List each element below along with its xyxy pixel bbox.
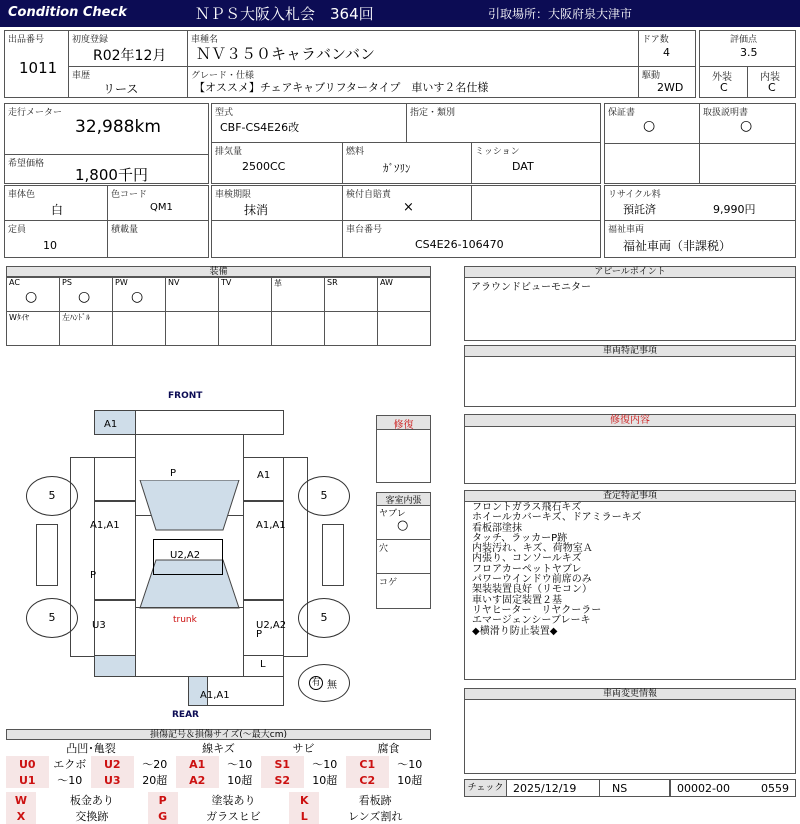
- damage-legend: [6, 729, 431, 824]
- change-box: [464, 688, 796, 774]
- equipment-cell: [377, 311, 431, 346]
- fuel-cell: [342, 142, 472, 184]
- fuel-value: ｶﾞｿﾘﾝ: [383, 162, 411, 175]
- warranty-mark: ○: [643, 118, 656, 134]
- welfare-cell: [604, 220, 796, 258]
- recycle-fee: 9,990円: [713, 203, 756, 216]
- check-date: 2025/12/19: [513, 782, 577, 795]
- legend-desc: 塗装あり: [211, 794, 256, 807]
- check-inspector: NS: [612, 782, 628, 795]
- history-label: 車歴: [72, 71, 91, 81]
- legend-code: P: [148, 792, 178, 808]
- cabin-tear-mark: ○: [397, 518, 409, 533]
- legend-code: C2: [346, 772, 389, 788]
- legend-code: A2: [176, 772, 219, 788]
- blank-cell: [471, 185, 601, 221]
- cabin-hole-label: 穴: [379, 544, 389, 554]
- history-cell: [68, 66, 188, 98]
- equipment-mark: ○: [78, 289, 91, 305]
- model-label: 車種名: [191, 35, 219, 45]
- lot-cell: [4, 30, 69, 98]
- legend-desc: 〜10: [312, 758, 338, 771]
- score-label: 評価点: [730, 35, 758, 45]
- assessment-line: 内装汚れ、キズ、荷物室Ａ: [472, 543, 593, 555]
- liability-value: ×: [403, 200, 414, 215]
- legend-group: サビ: [292, 742, 315, 755]
- grade-cell: [187, 66, 639, 98]
- trunk-label: trunk: [173, 615, 197, 625]
- damage-a1a1-rear: A1,A1: [200, 690, 230, 701]
- legend-code: U2: [91, 756, 134, 772]
- damage-u2a2-right: U2,A2: [256, 620, 287, 631]
- assessment-line: リヤヒーター リヤクーラー: [472, 604, 602, 616]
- legend-code: U0: [6, 756, 49, 772]
- exterior-grade: C: [720, 81, 728, 94]
- legend-desc: 〜10: [57, 774, 83, 787]
- model-name: ＮＶ３５０キャラバンバン: [196, 45, 375, 63]
- mission-value: DAT: [512, 160, 534, 173]
- legend-bottom-table: [6, 792, 431, 824]
- displacement-value: 2500CC: [242, 160, 286, 173]
- damage-p-left: P: [90, 570, 97, 581]
- inspection-cell: [211, 185, 343, 221]
- equipment-code: NV: [168, 278, 180, 287]
- colorcode-label: 色コード: [111, 190, 148, 200]
- interior-grade: C: [768, 81, 776, 94]
- legend-group: 線キズ: [202, 742, 235, 755]
- drive-label: 駆動: [642, 71, 661, 81]
- chassis-cell: [342, 220, 601, 258]
- equipment-code: TV: [221, 278, 232, 287]
- legend-desc: 〜10: [227, 758, 253, 771]
- special-title: 車両特記事項: [465, 346, 795, 357]
- designation-label: 指定・類別: [410, 108, 456, 118]
- legend-desc: 10超: [397, 774, 423, 787]
- manual-label: 取扱説明書: [703, 108, 749, 118]
- mission-label: ミッション: [475, 147, 520, 157]
- front-windshield: [140, 480, 239, 530]
- legend-code: C1: [346, 756, 389, 772]
- capacity-label: 定員: [8, 225, 27, 235]
- interior-cell: [747, 66, 796, 98]
- legend-desc: 板金あり: [69, 794, 114, 807]
- score-cell: [699, 30, 796, 67]
- recycle-cell: [604, 185, 796, 221]
- legend-code: A1: [176, 756, 219, 772]
- load-label: 積載量: [111, 225, 139, 235]
- equipment-cell: [271, 277, 325, 312]
- registration-cell: [68, 30, 188, 67]
- legend-code: L: [289, 808, 319, 824]
- interior-label: 内装: [760, 72, 780, 83]
- grade-label: グレード・仕様: [191, 71, 255, 81]
- doors-label: ドア数: [642, 35, 669, 45]
- legend-code: S2: [261, 772, 304, 788]
- damage-a1a1-right: A1,A1: [256, 520, 286, 531]
- legend-title: 損傷記号＆損傷サイズ(〜最大cm): [6, 729, 431, 740]
- legend-desc: 〜20: [142, 758, 168, 771]
- mission-cell: [471, 142, 601, 184]
- legend-group: 凸凹･亀裂: [66, 742, 116, 755]
- manual-mark: ○: [740, 118, 753, 134]
- assessment-box: [464, 490, 796, 680]
- equipment-cell: [377, 277, 431, 312]
- equipment-cell: [324, 277, 378, 312]
- registration-label: 初度登録: [72, 35, 109, 45]
- legend-desc: レンズ割れ: [347, 810, 403, 823]
- assessment-line: フロントガラス飛石キズ: [472, 502, 582, 513]
- cabin-burn-label: コゲ: [379, 578, 398, 588]
- welfare-label: 福祉車両: [608, 225, 645, 235]
- legend-desc: 20超: [142, 774, 168, 787]
- cabin-tear-label: ヤブレ: [379, 509, 406, 519]
- check-label: チェック: [465, 780, 507, 796]
- equipment-code: AW: [380, 278, 393, 287]
- lot-number: 1011: [19, 59, 58, 77]
- equipment-cell: [112, 277, 166, 312]
- repair-title: 修復: [377, 416, 430, 430]
- fuel-label: 燃料: [346, 147, 365, 157]
- liability-label: 検付自賠責: [346, 190, 392, 200]
- damage-l-right: L: [260, 659, 266, 670]
- recycle-status: 預託済: [623, 203, 656, 216]
- color-cell: [4, 185, 108, 221]
- color-label: 車体色: [8, 190, 36, 200]
- legend-desc: 〜10: [397, 758, 423, 771]
- legend-code: X: [6, 808, 36, 824]
- rear-left-lamp: [94, 655, 136, 677]
- spare-tire: [298, 664, 350, 702]
- chassis-number: CS4E26-106470: [415, 238, 504, 251]
- appeal-text: アラウンドビューモニター: [471, 282, 591, 293]
- door-count: 4: [663, 46, 670, 59]
- exterior-label: 外装: [712, 72, 732, 83]
- legend-table: [6, 740, 431, 788]
- rear-label: REAR: [172, 710, 199, 720]
- header-bar: [0, 0, 800, 27]
- front-label: FRONT: [168, 391, 203, 401]
- equipment-cell: [59, 311, 113, 346]
- assessment-line: 架装装置良好（リモコン）: [472, 584, 592, 596]
- score-value: 3.5: [740, 46, 758, 59]
- assessment-line: ◆横滑り防止装置◆: [472, 625, 558, 637]
- stamp-no: 無: [327, 680, 337, 691]
- equipment-code: PW: [115, 278, 128, 287]
- equipment-cell: [271, 311, 325, 346]
- equipment-cell: [165, 277, 219, 312]
- appeal-box: [464, 266, 796, 341]
- manual-cell: [699, 103, 796, 184]
- damage-p-right: P: [256, 629, 263, 640]
- registration-date: R02年12月: [93, 48, 167, 64]
- capacity-cell: [4, 220, 108, 258]
- equipment-mark: ○: [25, 289, 38, 305]
- assessment-line: フロアカーペットヤブレ: [472, 563, 582, 575]
- equipment-mark: ○: [131, 289, 144, 305]
- equipment-code: 革: [274, 279, 282, 288]
- equipment-cell: [112, 311, 166, 346]
- legend-code: W: [6, 792, 36, 808]
- appeal-title: アピールポイント: [465, 267, 795, 278]
- assessment-line: 車いす固定装置２基: [472, 594, 562, 606]
- capacity-value: 10: [43, 239, 57, 252]
- assessment-line: タッチ、ラッカーP跡: [472, 532, 568, 544]
- legend-group: 腐食: [377, 742, 400, 755]
- doors-cell: [638, 30, 696, 67]
- load-cell: [107, 220, 209, 258]
- cabin-box: [376, 492, 431, 609]
- auction-title: ＮＰＳ大阪入札会 364回: [195, 5, 374, 23]
- drive-value: 2WD: [657, 81, 684, 94]
- price-label: 希望価格: [8, 159, 45, 169]
- blank-cell-2: [211, 220, 343, 258]
- equipment-cell: [6, 311, 60, 346]
- damage-a1-top: A1: [104, 419, 118, 430]
- equipment-cell: [218, 277, 272, 312]
- cabin-title: 客室内張: [377, 493, 430, 506]
- color-value: 白: [51, 203, 64, 217]
- repair-box: [376, 415, 431, 483]
- chassis-label: 車台番号: [346, 225, 383, 235]
- damage-p-hood: P: [170, 468, 177, 479]
- inspection-label: 車検期限: [215, 190, 252, 200]
- damage-a1a1-left: A1,A1: [90, 520, 120, 531]
- model-cell: [187, 30, 639, 67]
- right-doors: [243, 500, 284, 600]
- legend-code: K: [289, 792, 319, 808]
- legend-desc: 10超: [312, 774, 338, 787]
- equipment-code: 左ﾊﾝﾄﾞﾙ: [62, 313, 90, 322]
- displacement-cell: [211, 142, 343, 184]
- check-number: 0559: [761, 782, 789, 795]
- damage-a1-right-front: A1: [257, 470, 271, 481]
- special-box: [464, 345, 796, 407]
- designation-cell: [406, 103, 601, 143]
- damage-u2a2-roof: U2,A2: [170, 550, 201, 561]
- liability-cell: [342, 185, 472, 221]
- pickup-location: 引取場所：大阪府泉大津市: [488, 7, 633, 21]
- brand-title: Condition Check: [8, 5, 127, 20]
- exterior-cell: [699, 66, 748, 98]
- left-doors: [94, 500, 136, 600]
- tire-rear-right: 5: [298, 598, 350, 638]
- warranty-label: 保証書: [608, 108, 636, 118]
- front-left-fender: [94, 457, 136, 502]
- legend-code: G: [148, 808, 178, 824]
- grade-value: 【オススメ】チェアキャブリフタータイプ 車いす２名仕様: [194, 81, 489, 94]
- assessment-line: 内張り、コンソールキズ: [472, 553, 582, 565]
- legend-desc: 交換跡: [75, 810, 109, 823]
- assessment-lines: [472, 503, 641, 637]
- stamp-yes: 有: [309, 676, 323, 690]
- assessment-line: パワーウインドウ前席のみ: [472, 574, 592, 586]
- lot-label: 出品番号: [8, 35, 45, 45]
- welfare-value: 福祉車両（非課税）: [623, 239, 732, 253]
- legend-code: U3: [91, 772, 134, 788]
- warranty-cell: [604, 103, 700, 184]
- repair-detail-box: [464, 414, 796, 484]
- equipment-code: SR: [327, 278, 338, 287]
- drive-cell: [638, 66, 696, 98]
- mileage-label: 走行メーター: [8, 108, 63, 118]
- history-value: リース: [103, 82, 139, 96]
- price-value: 1,800千円: [75, 166, 148, 184]
- assessment-title: 査定特記事項: [465, 491, 795, 502]
- damage-u3-left: U3: [92, 620, 106, 631]
- type-label: 型式: [215, 108, 234, 118]
- legend-desc: 看板跡: [358, 794, 392, 807]
- equipment-code: Wﾀｲﾔ: [9, 313, 29, 322]
- left-mirror: [36, 524, 58, 586]
- equipment-cell: [218, 311, 272, 346]
- equipment-cell: [324, 311, 378, 346]
- equipment-title: 装備: [6, 266, 431, 277]
- recycle-label: リサイクル料: [608, 190, 661, 200]
- equipment-cell: [59, 277, 113, 312]
- mileage-value: 32,988km: [75, 117, 161, 137]
- assessment-line: ホイールカバーキズ、ドアミラーキズ: [472, 512, 642, 524]
- type-cell: [211, 103, 407, 143]
- tire-front-left: 5: [26, 476, 78, 516]
- equipment-code: AC: [9, 278, 20, 287]
- legend-desc: ガラスヒビ: [206, 810, 261, 823]
- type-value: CBF-CS4E26改: [220, 121, 300, 134]
- equipment-cell: [6, 277, 60, 312]
- legend-desc: 10超: [227, 774, 253, 787]
- colorcode-cell: [107, 185, 209, 221]
- right-mirror: [322, 524, 344, 586]
- assessment-line: 看板部塗抹: [472, 522, 522, 534]
- displacement-label: 排気量: [215, 147, 243, 157]
- legend-code: S1: [261, 756, 304, 772]
- check-bar: [464, 779, 796, 797]
- check-code: 00002-00: [677, 782, 730, 795]
- tire-rear-left: 5: [26, 598, 78, 638]
- colorcode-value: QM1: [150, 202, 173, 213]
- equipment-code: PS: [62, 278, 72, 287]
- legend-code: U1: [6, 772, 49, 788]
- assessment-line: エマージェンシーブレーキ: [472, 615, 591, 627]
- inspection-value: 抹消: [244, 203, 269, 217]
- legend-desc: エクボ: [53, 758, 87, 771]
- change-title: 車両変更情報: [465, 689, 795, 700]
- tire-front-right: 5: [298, 476, 350, 516]
- mileage-cell: [4, 103, 209, 184]
- equipment-cell: [165, 311, 219, 346]
- repair-detail-title: 修復内容: [465, 415, 795, 427]
